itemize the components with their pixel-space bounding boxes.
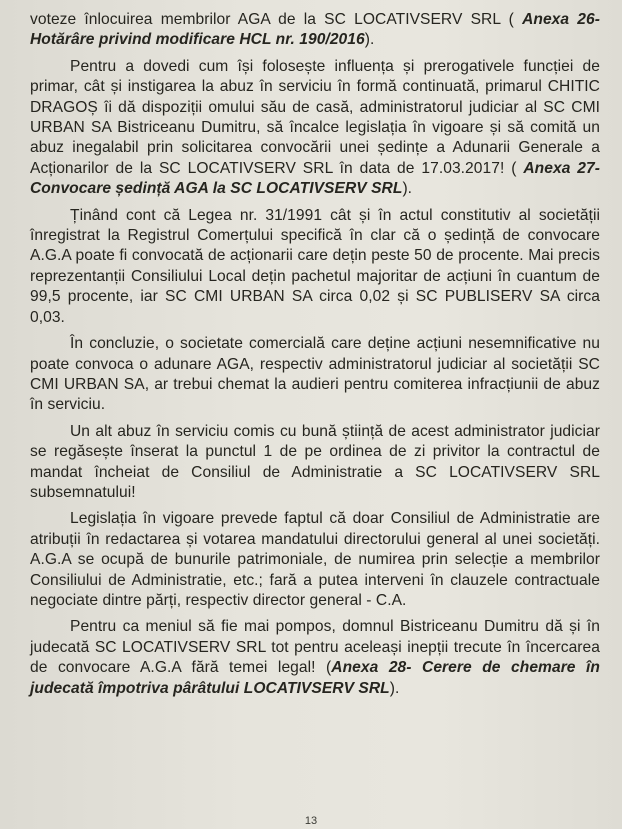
paragraph (30, 334, 600, 416)
paragraph (30, 617, 600, 699)
page-number: 13 (304, 815, 318, 827)
paragraph-text: voteze înlocuirea membrilor AGA de la SC LOCATIVSERV SRL ( (30, 11, 523, 28)
paragraph-text: În concluzie, o societate comercială care deține acțiuni nesemnificative nu poate convoca o adunare AGA, respectiv administratorul judiciar al societății SC CMI URBAN SA, ar trebui chemat la audieri pentru comiterea infracțiunii de abuz în serviciu. (30, 335, 600, 414)
paragraph-text: ). (389, 679, 400, 697)
paragraph-text: Legislația în vigoare prevede faptul că doar Consiliul de Administratie are atribuții în redactarea și votarea mandatului directorului general al unei societăți. A.G.A se ocupă de bunurile patrimoniale, de numirea prin selecție a membrilor Consiliului de Administratie, etc.; fară a putea interveni în clauzele contractuale negociate dintre părți, respectiv director general - C.A. (30, 510, 600, 609)
paragraph (30, 57, 600, 200)
paragraph-text: Pentru a dovedi cum își folosește influența și prerogativele funcției de primar, cât și instigarea la abuz în serviciu în formă continuată, primarul CHITIC DRAGOȘ îi dă dispoziții omului său de casă, administratorul judiciar al SC CMI URBAN SA Bistriceanu Dumitru, să încalce legislația în vigoare și să comită un abuz inegalabil prin solicitarea convocării unei ședințe a Adunarii Generale a Acționarilor de la SC LOCATIVSERV SRL în data de 17.03.2017! ( (30, 57, 600, 177)
paragraph-text: Pentru ca meniul să fie mai pompos, domnul Bistriceanu Dumitru dă și în judecată SC LOCATIVSERV SRL tot pentru aceleași inepții trecute în încercarea de convocare A.G.A fără temei legal! ( (30, 618, 600, 677)
paragraph-text: ). (402, 180, 413, 198)
paragraph (30, 206, 600, 328)
annex-reference: Anexa 26- Hotărâre privind modificare HCL nr. 190/2016 (30, 11, 600, 49)
paragraph (30, 509, 600, 611)
annex-reference: Anexa 28- Cerere de chemare în judecată împotriva pârâtului LOCATIVSERV SRL (30, 659, 600, 697)
paragraph (30, 10, 600, 51)
paragraph (30, 422, 600, 504)
annex-reference: Anexa 27- Convocare ședință AGA la SC LOCATIVSERV SRL (30, 159, 600, 198)
paragraph-text: Ținând cont că Legea nr. 31/1991 cât și în actul constitutiv al societății înregistrat la Registrul Comerțului specifică în clar că o ședință de convocare A.G.A poate fi convocată de acționarii care dețin peste 50 de procente. Mai precis reprezentanții Consiliului Local dețin pachetul majoritar de acțiuni în cuantum de 99,5 procente, iar SC CMI URBAN SA circa 0,02 și SC PUBLISERV SA circa 0,03. (30, 206, 600, 326)
body-text (30, 10, 600, 699)
paragraph-text: ). (364, 31, 375, 49)
paragraph-text: Un alt abuz în serviciu comis cu bună știință de acest administrator judiciar se regăsește înserat la punctul 1 de pe ordinea de zi privitor la contractul de mandat încheiat de Consiliul de Administratie a SC LOCATIVSERV SRL subsemnatului! (30, 422, 600, 501)
